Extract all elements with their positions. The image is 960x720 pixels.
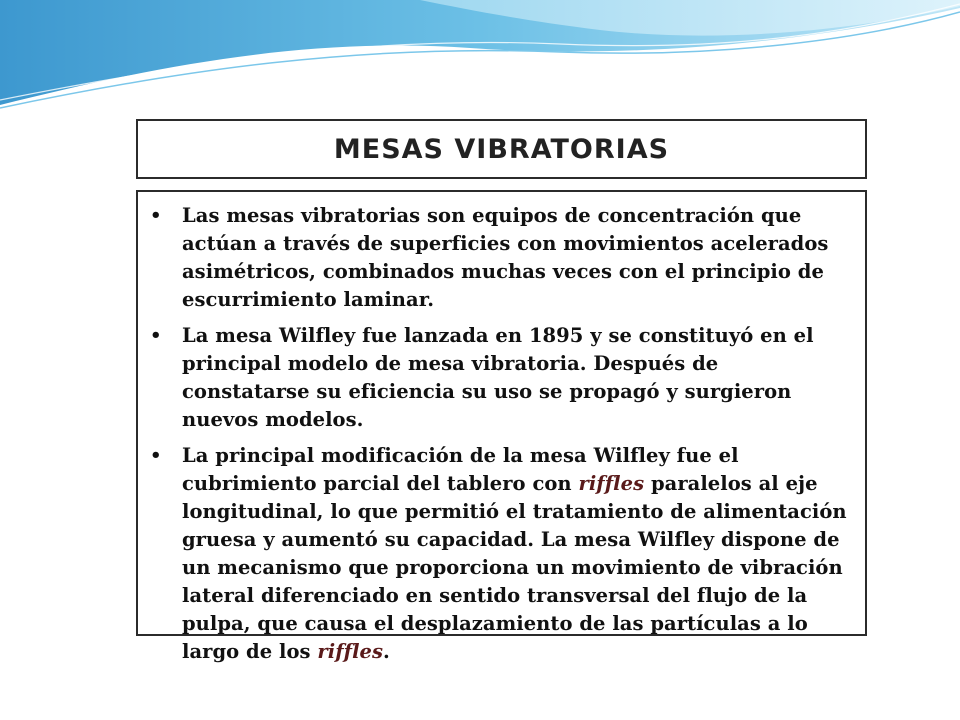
bullet-dot: • [150, 445, 162, 466]
slide-title: MESAS VIBRATORIAS [333, 133, 670, 165]
bullet-text-part: paralelos al eje longitudinal, lo que permitió el tratamiento de alimentación gruesa y aumentó su capacidad. La mesa Wilfley dispone de un mecanismo que proporciona un movimiento de vibración lateral diferenciado en sentido transversal del flujo de la pulpa, que causa el desplazamiento de las partículas a lo largo de los [182, 472, 847, 663]
bullet-list [148, 202, 851, 666]
emphasis-term: riffles [578, 472, 645, 495]
bullet-text-part: La principal modificación de la mesa Wilfley fue el cubrimiento parcial del tablero con [182, 444, 739, 495]
bullet-item-3 [148, 442, 851, 666]
bullet-text-part: . [383, 640, 390, 663]
title-box [136, 119, 867, 179]
bullet-dot: • [150, 205, 162, 226]
bullet-item-1 [148, 202, 851, 314]
emphasis-term: riffles [317, 640, 384, 663]
content-box [136, 190, 867, 663]
bullet-text: Las mesas vibratorias son equipos de concentración que actúan a través de superficies con movimientos acelerados asimétricos, combinados muchas veces con el principio de escurrimiento laminar. [182, 204, 829, 311]
bullet-item-2 [148, 322, 851, 434]
bullet-text: La mesa Wilfley fue lanzada en 1895 y se constituyó en el principal modelo de mesa vibratoria. Después de constatarse su eficiencia su uso se propagó y surgieron nuevos modelos. [182, 324, 814, 431]
bullet-dot: • [150, 325, 162, 346]
